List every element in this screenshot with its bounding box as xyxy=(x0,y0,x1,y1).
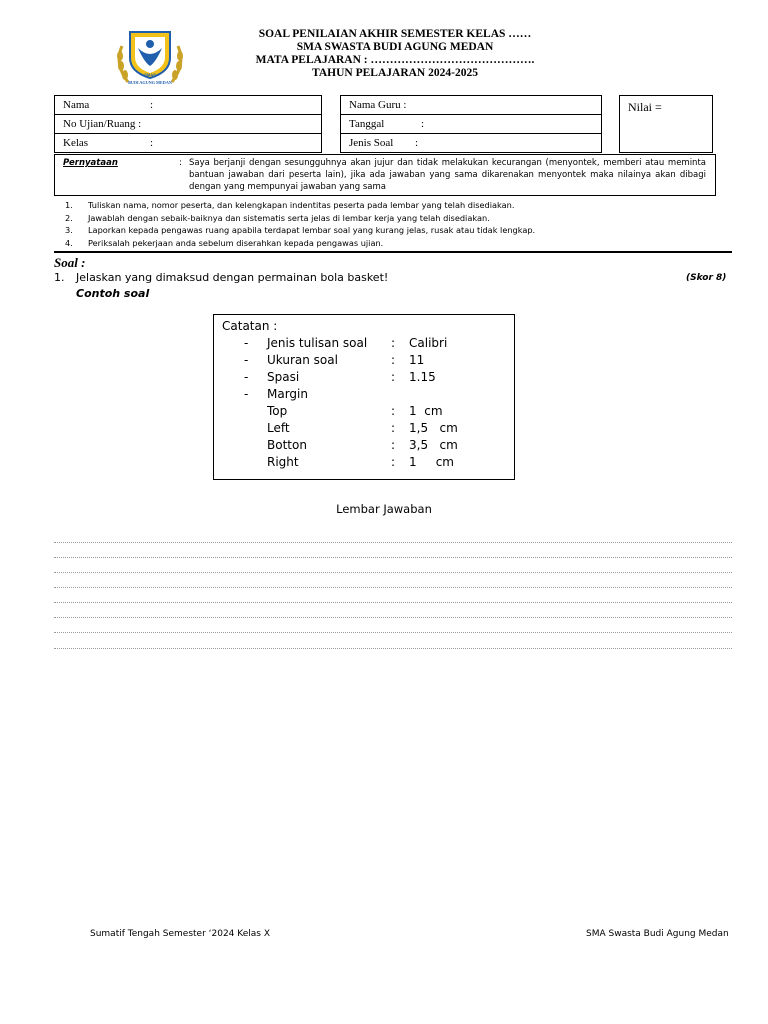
notes-value: 1,5 cm xyxy=(409,421,458,435)
instruction-text: Tuliskan nama, nomor peserta, dan kelengkapan indentitas peserta pada lembar yang telah disediakan. xyxy=(88,200,515,210)
instruction-text: Jawablah dengan sebaik-baiknya dan sistematis serta jelas di lembar kerja yang telah disediakan. xyxy=(88,212,490,223)
instructions-list xyxy=(60,199,700,249)
notes-value: 3,5 cm xyxy=(409,438,458,452)
instruction-number: 1. xyxy=(65,200,73,210)
instruction-number: 3. xyxy=(65,225,73,235)
notes-key: Left xyxy=(267,421,290,435)
instruction-item xyxy=(60,199,700,212)
example-label: Contoh soal xyxy=(76,287,150,300)
name-label: Nama xyxy=(63,99,90,111)
notes-colon: : xyxy=(391,336,396,350)
notes-box xyxy=(213,314,515,480)
notes-key: Margin xyxy=(267,387,308,401)
instruction-item xyxy=(60,237,700,250)
notes-row xyxy=(214,438,514,455)
teacher-label: Nama Guru : xyxy=(349,99,407,111)
notes-value: 1 cm xyxy=(409,404,443,418)
notes-row xyxy=(214,421,514,438)
student-identity-box xyxy=(54,95,322,153)
notes-key: Jenis tulisan soal xyxy=(267,336,368,350)
answer-line[interactable] xyxy=(54,587,732,588)
notes-title: Catatan : xyxy=(222,319,278,333)
notes-colon: : xyxy=(391,353,396,367)
question-1-number: 1. xyxy=(54,271,65,284)
notes-row xyxy=(214,370,514,387)
statement-text: Saya berjanji dengan sesungguhnya akan jujur dan tidak melakukan kecurangan (menyontek, memberi atau meminta bantuan jawaban dari peserta lain), jika ada jawaban yang sama dikarenakan menyontek maka nilainya akan dibagi dengan yang mempunyai jawaban yang sama xyxy=(189,158,706,192)
school-logo xyxy=(112,26,188,90)
notes-key: Top xyxy=(267,404,288,418)
logo-text-bottom: BUDI AGUNG MEDAN xyxy=(128,80,172,85)
answer-line[interactable] xyxy=(54,572,732,573)
notes-bullet: - xyxy=(244,370,249,384)
answer-line[interactable] xyxy=(54,632,732,633)
teacher-row[interactable] xyxy=(341,96,601,115)
school-emblem-icon xyxy=(112,26,188,90)
score-box[interactable] xyxy=(619,95,713,153)
notes-value: 1 cm xyxy=(409,455,454,469)
statement-colon: : xyxy=(179,158,182,168)
footer-left-text: Sumatif Tengah Semester ‘2024 Kelas X xyxy=(90,929,270,939)
questions-heading: Soal : xyxy=(54,255,86,270)
header-subject: MATA PELAJARAN : ……………………………………. xyxy=(255,54,535,66)
exam-number-row[interactable] xyxy=(55,115,321,134)
notes-value: Calibri xyxy=(409,336,448,350)
notes-bullet: - xyxy=(244,353,249,367)
integrity-statement xyxy=(54,154,716,196)
instruction-number: 4. xyxy=(65,237,73,248)
notes-row xyxy=(214,336,514,353)
class-colon: : xyxy=(150,137,154,149)
notes-key: Right xyxy=(267,455,299,469)
name-colon: : xyxy=(150,99,154,111)
answer-line[interactable] xyxy=(54,602,732,603)
question-1-score: (Skor 8) xyxy=(686,273,727,283)
section-divider xyxy=(54,251,732,253)
header-year: TAHUN PELAJARAN 2024-2025 xyxy=(312,67,478,79)
notes-row xyxy=(214,404,514,421)
notes-colon: : xyxy=(391,370,396,384)
header-school-name: SMA SWASTA BUDI AGUNG MEDAN xyxy=(296,41,494,53)
instruction-item xyxy=(60,212,700,225)
class-label: Kelas xyxy=(63,137,89,149)
notes-key: Spasi xyxy=(267,370,300,384)
instruction-item xyxy=(60,224,700,237)
notes-value: 11 xyxy=(409,353,425,367)
notes-value: 1.15 xyxy=(409,370,436,384)
answer-sheet-title: Lembar Jawaban xyxy=(336,502,432,516)
notes-row xyxy=(214,455,514,472)
notes-colon: : xyxy=(391,438,396,452)
notes-key: Ukuran soal xyxy=(267,353,338,367)
instruction-text: Laporkan kepada pengawas ruang apabila terdapat lembar soal yang kurang jelas, rusak atau tidak lengkap. xyxy=(88,225,536,235)
answer-line[interactable] xyxy=(54,557,732,558)
notes-bullet: - xyxy=(244,387,249,401)
notes-colon: : xyxy=(391,404,396,418)
class-row[interactable] xyxy=(55,134,321,152)
document-header xyxy=(200,28,590,80)
notes-row xyxy=(214,353,514,370)
exam-number-label: No Ujian/Ruang : xyxy=(63,118,142,130)
instruction-number: 2. xyxy=(65,212,73,223)
instruction-text: Periksalah pekerjaan anda sebelum diserahkan kepada pengawas ujian. xyxy=(88,237,384,248)
date-row[interactable] xyxy=(341,115,601,134)
question-1-text: Jelaskan yang dimaksud dengan permainan bola basket! xyxy=(76,271,389,284)
date-label: Tanggal xyxy=(349,118,385,130)
notes-key: Botton xyxy=(267,438,307,452)
answer-line[interactable] xyxy=(54,648,732,649)
statement-label: Pernyataan xyxy=(63,158,118,168)
logo-text-top: SMAS xyxy=(144,72,156,77)
notes-colon: : xyxy=(391,421,396,435)
notes-bullet: - xyxy=(244,336,249,350)
date-colon: : xyxy=(421,118,425,130)
notes-row xyxy=(214,387,514,404)
question-type-colon: : xyxy=(415,137,419,149)
score-label: Nilai = xyxy=(628,100,662,114)
header-line-1: SOAL PENILAIAN AKHIR SEMESTER KELAS …… xyxy=(258,28,532,40)
name-row[interactable] xyxy=(55,96,321,115)
notes-colon: : xyxy=(391,455,396,469)
question-type-row[interactable] xyxy=(341,134,601,152)
answer-line[interactable] xyxy=(54,542,732,543)
exam-info-box xyxy=(340,95,602,153)
footer-right-text: SMA Swasta Budi Agung Medan xyxy=(586,929,729,939)
question-type-label: Jenis Soal xyxy=(349,137,394,149)
answer-line[interactable] xyxy=(54,617,732,618)
